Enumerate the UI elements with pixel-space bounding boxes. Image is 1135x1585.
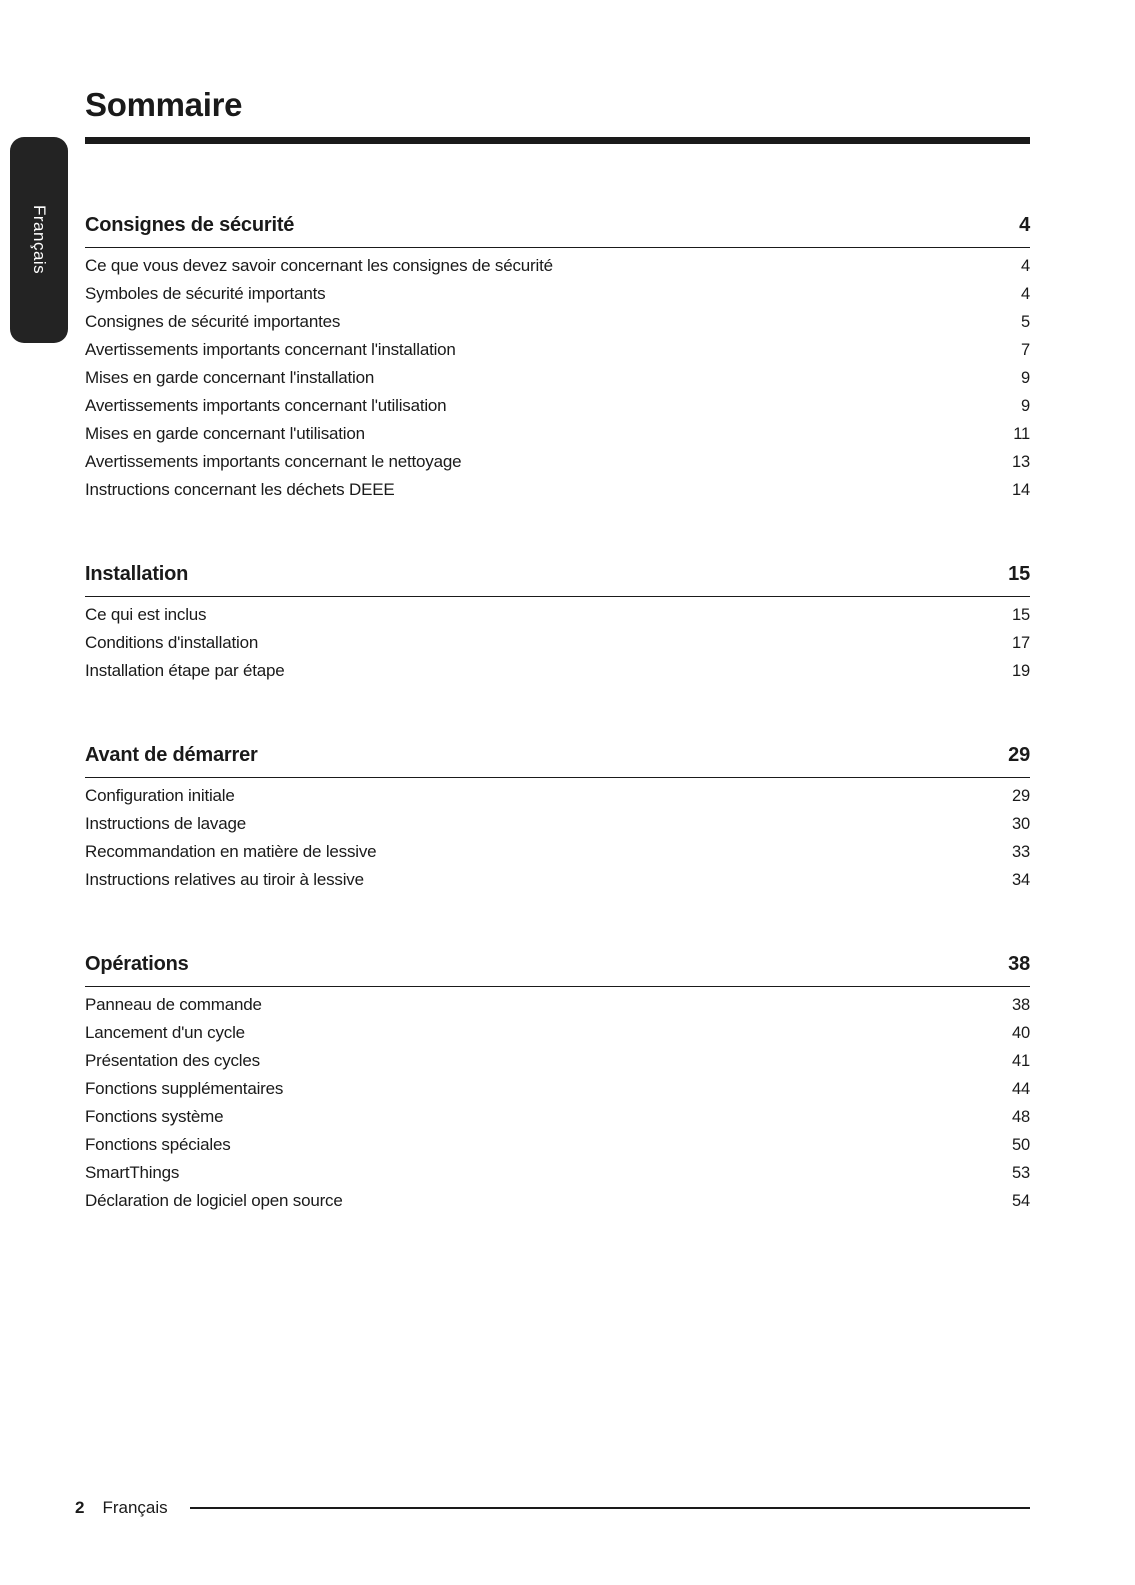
toc-item xyxy=(85,601,1030,629)
toc-item-page: 9 xyxy=(1021,397,1030,416)
page-footer xyxy=(75,1495,1030,1521)
toc-section-consignes-de-securite xyxy=(85,212,1030,504)
footer-language-label: Français xyxy=(102,1498,168,1517)
toc-item xyxy=(85,280,1030,308)
toc-item-label: Instructions de lavage xyxy=(85,814,246,834)
toc-item-page: 44 xyxy=(1012,1080,1030,1099)
toc-item xyxy=(85,336,1030,364)
toc-item-page: 15 xyxy=(1012,606,1030,625)
toc-item xyxy=(85,810,1030,838)
toc-item xyxy=(85,782,1030,810)
toc-item-page: 53 xyxy=(1012,1164,1030,1183)
footer-page-number: 2 xyxy=(75,1498,85,1517)
toc-item-page: 19 xyxy=(1012,662,1030,681)
toc-section-installation xyxy=(85,561,1030,685)
toc-item-label: Fonctions supplémentaires xyxy=(85,1079,284,1099)
toc-item xyxy=(85,420,1030,448)
toc-item xyxy=(85,657,1030,685)
toc-item-page: 5 xyxy=(1021,313,1030,332)
toc-item-label: Avertissements importants concernant l'utilisation xyxy=(85,396,447,416)
toc-item xyxy=(85,476,1030,504)
section-title: Installation xyxy=(85,563,189,586)
toc-section-operations xyxy=(85,951,1030,1215)
toc-item-page: 34 xyxy=(1012,871,1030,890)
toc-item-page: 4 xyxy=(1021,257,1030,276)
toc-item xyxy=(85,866,1030,894)
toc-item-label: Mises en garde concernant l'utilisation xyxy=(85,424,365,444)
toc-item-label: Instructions relatives au tiroir à lessive xyxy=(85,870,364,890)
toc-item xyxy=(85,364,1030,392)
section-title: Opérations xyxy=(85,953,189,976)
section-header xyxy=(85,212,1030,248)
section-header xyxy=(85,951,1030,987)
toc-item-page: 9 xyxy=(1021,369,1030,388)
toc-item-label: Fonctions spéciales xyxy=(85,1135,231,1155)
section-page-number: 4 xyxy=(1019,214,1030,237)
toc-item-list xyxy=(85,991,1030,1215)
toc-item-list xyxy=(85,252,1030,504)
toc-item-label: Recommandation en matière de lessive xyxy=(85,842,377,862)
toc-item-page: 17 xyxy=(1012,634,1030,653)
toc-item-page: 14 xyxy=(1012,481,1030,500)
toc-item-page: 41 xyxy=(1012,1052,1030,1071)
toc-item xyxy=(85,448,1030,476)
toc-item xyxy=(85,629,1030,657)
section-title: Consignes de sécurité xyxy=(85,214,295,237)
toc-item xyxy=(85,1159,1030,1187)
toc-item-label: Configuration initiale xyxy=(85,786,235,806)
language-tab xyxy=(10,137,68,343)
toc-item xyxy=(85,1047,1030,1075)
toc-item xyxy=(85,1131,1030,1159)
toc-item xyxy=(85,991,1030,1019)
title-rule xyxy=(85,137,1030,144)
toc-item xyxy=(85,1187,1030,1215)
toc-item-label: Symboles de sécurité importants xyxy=(85,284,326,304)
toc-item xyxy=(85,308,1030,336)
toc-item-page: 48 xyxy=(1012,1108,1030,1127)
toc-item-list xyxy=(85,601,1030,685)
toc-item xyxy=(85,1103,1030,1131)
section-page-number: 15 xyxy=(1008,563,1030,586)
toc-item-page: 4 xyxy=(1021,285,1030,304)
toc-item-page: 30 xyxy=(1012,815,1030,834)
toc-item-page: 50 xyxy=(1012,1136,1030,1155)
language-tab-label: Français xyxy=(30,205,49,275)
toc-item-page: 54 xyxy=(1012,1192,1030,1211)
page-title: Sommaire xyxy=(85,86,243,123)
toc-item-label: Lancement d'un cycle xyxy=(85,1023,245,1043)
toc-item xyxy=(85,1075,1030,1103)
section-header xyxy=(85,561,1030,597)
toc-item xyxy=(85,1019,1030,1047)
toc-item-label: SmartThings xyxy=(85,1163,180,1183)
toc-item-page: 11 xyxy=(1013,425,1030,444)
toc-item-list xyxy=(85,782,1030,894)
toc-item-page: 7 xyxy=(1021,341,1030,360)
toc-item-label: Installation étape par étape xyxy=(85,661,285,681)
toc-item-page: 40 xyxy=(1012,1024,1030,1043)
toc-item-label: Ce que vous devez savoir concernant les consignes de sécurité xyxy=(85,256,553,276)
toc-item-label: Instructions concernant les déchets DEEE xyxy=(85,480,395,500)
toc-item-label: Déclaration de logiciel open source xyxy=(85,1191,343,1211)
toc-item-page: 13 xyxy=(1012,453,1030,472)
section-page-number: 29 xyxy=(1008,744,1030,767)
toc-item-label: Présentation des cycles xyxy=(85,1051,260,1071)
toc-item xyxy=(85,252,1030,280)
toc-item-label: Panneau de commande xyxy=(85,995,262,1015)
toc-item-label: Avertissements importants concernant le nettoyage xyxy=(85,452,462,472)
toc-item xyxy=(85,838,1030,866)
toc-item-page: 38 xyxy=(1012,996,1030,1015)
section-title: Avant de démarrer xyxy=(85,744,258,767)
section-page-number: 38 xyxy=(1008,953,1030,976)
toc-item-label: Avertissements importants concernant l'installation xyxy=(85,340,456,360)
toc-item xyxy=(85,392,1030,420)
toc-item-label: Fonctions système xyxy=(85,1107,224,1127)
toc-item-label: Ce qui est inclus xyxy=(85,605,207,625)
toc-item-page: 33 xyxy=(1012,843,1030,862)
footer-rule xyxy=(190,1507,1030,1510)
toc-item-label: Conditions d'installation xyxy=(85,633,259,653)
toc-item-page: 29 xyxy=(1012,787,1030,806)
toc-section-avant-de-demarrer xyxy=(85,742,1030,894)
toc-item-label: Consignes de sécurité importantes xyxy=(85,312,341,332)
toc-item-label: Mises en garde concernant l'installation xyxy=(85,368,375,388)
section-header xyxy=(85,742,1030,778)
toc-content xyxy=(85,0,1030,1215)
